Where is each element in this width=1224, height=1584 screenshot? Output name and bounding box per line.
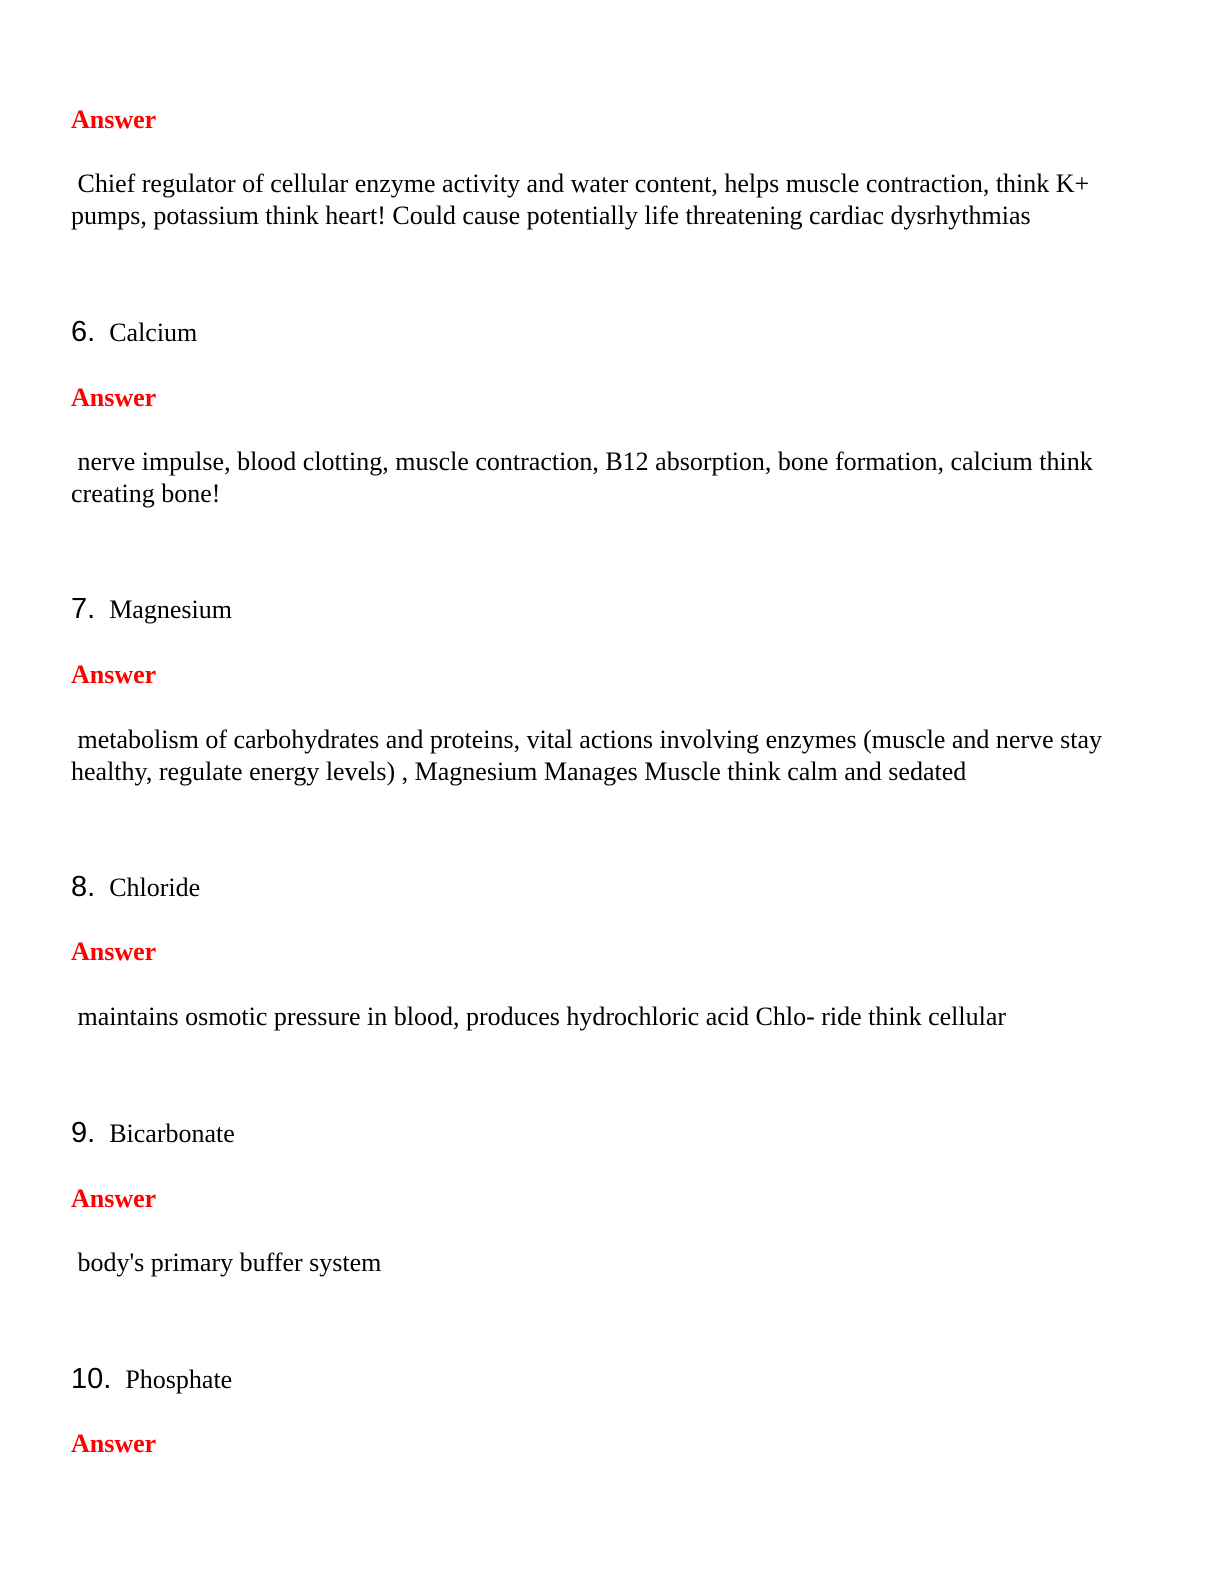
answer-label: Answer <box>71 937 157 966</box>
answer-label: Answer <box>71 105 157 134</box>
question-number: 7. <box>71 593 96 625</box>
question-number: 8. <box>71 871 96 903</box>
answer-text-bicarbonate: body's primary buffer system <box>71 1248 382 1277</box>
question-term: Chloride <box>109 873 201 902</box>
question-10 <box>71 1363 232 1397</box>
question-9 <box>71 1117 235 1151</box>
question-6 <box>71 316 197 350</box>
question-term: Phosphate <box>125 1365 233 1394</box>
question-8 <box>71 871 200 905</box>
question-number: 10. <box>71 1363 112 1395</box>
answer-label: Answer <box>71 1184 157 1213</box>
question-7 <box>71 593 232 627</box>
question-term: Calcium <box>109 318 198 347</box>
answer-label: Answer <box>71 1429 157 1458</box>
answer-text-chloride: maintains osmotic pressure in blood, produces hydrochloric acid Chlo- ride think cellular <box>71 1002 1007 1031</box>
answer-label: Answer <box>71 383 157 412</box>
question-number: 9. <box>71 1117 96 1149</box>
answer-text-potassium: Chief regulator of cellular enzyme activity and water content, helps muscle contraction, think K+ pumps, potassium think heart! Could cause potentially life threatening cardiac dysrhythmias <box>71 169 1096 230</box>
question-number: 6. <box>71 316 96 348</box>
question-term: Bicarbonate <box>109 1119 235 1148</box>
answer-label: Answer <box>71 660 157 689</box>
answer-text-magnesium: metabolism of carbohydrates and proteins, vital actions involving enzymes (muscle and nerve stay healthy, regulate energy levels) , Magnesium Manages Muscle think calm and sedated <box>71 725 1109 786</box>
question-term: Magnesium <box>109 595 232 624</box>
answer-text-calcium: nerve impulse, blood clotting, muscle contraction, B12 absorption, bone formation, calcium think creating bone! <box>71 447 1100 508</box>
